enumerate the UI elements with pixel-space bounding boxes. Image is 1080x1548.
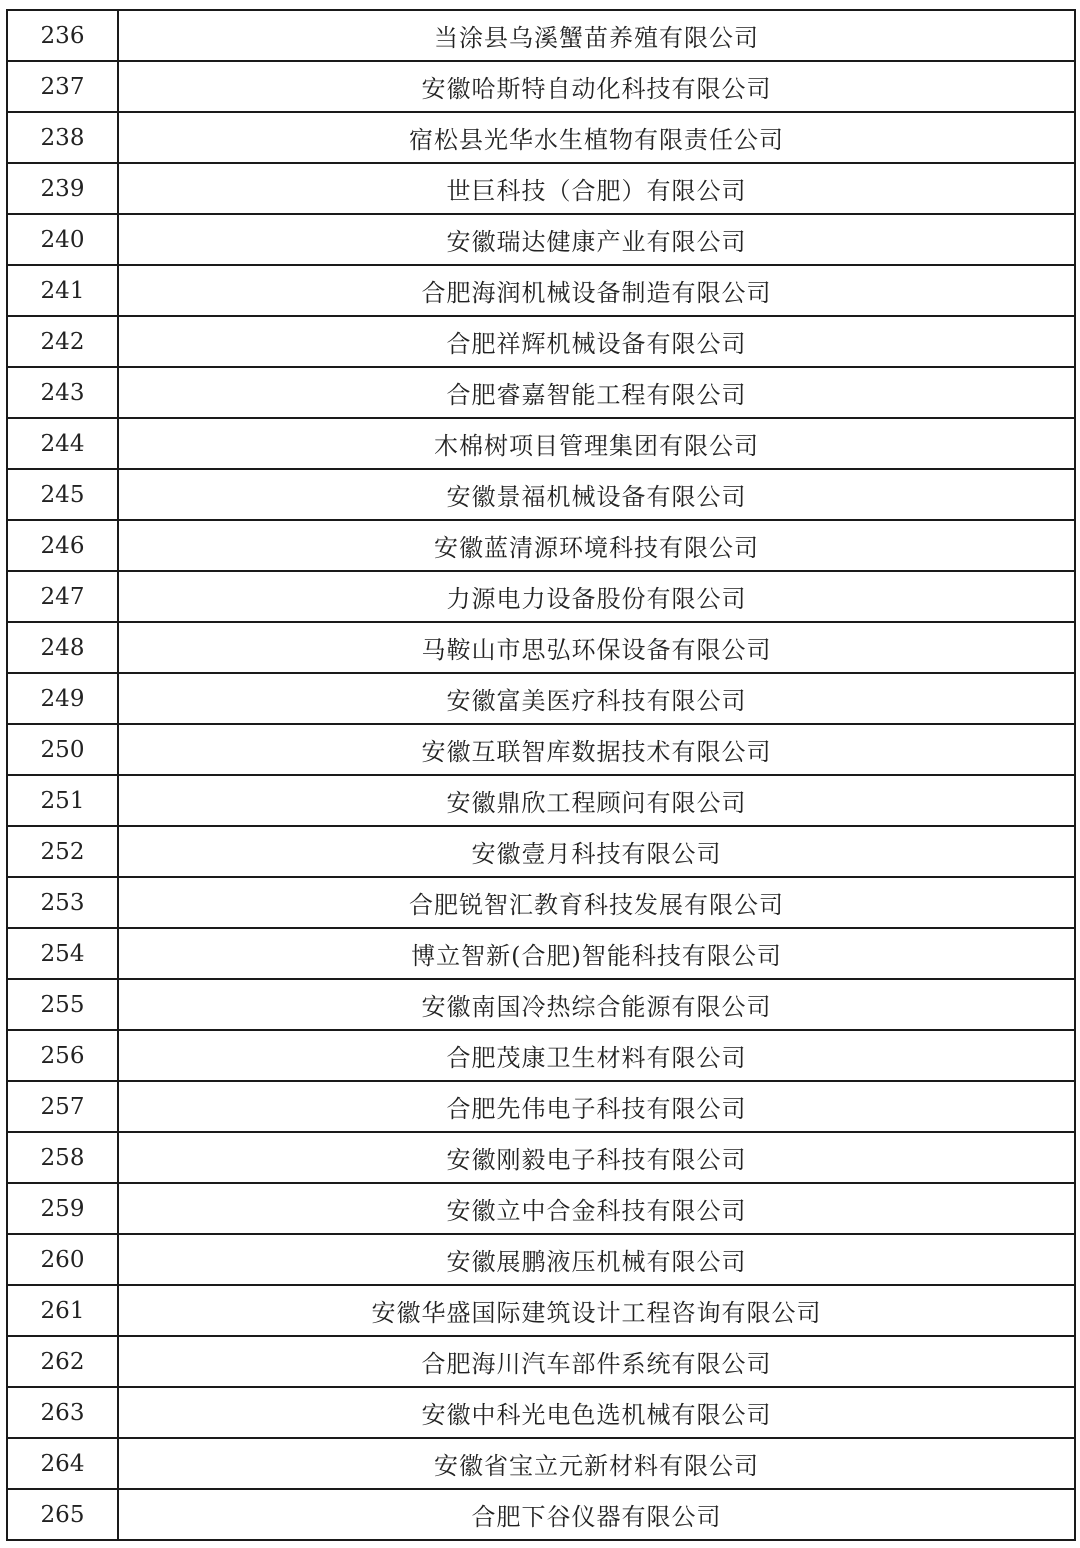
table-row (7, 112, 1075, 163)
table-row (7, 1438, 1075, 1489)
table-row (7, 1489, 1075, 1540)
company-name-cell: 安徽南国冷热综合能源有限公司 (118, 979, 1075, 1030)
company-name-cell: 力源电力设备股份有限公司 (118, 571, 1075, 622)
company-name-cell: 合肥锐智汇教育科技发展有限公司 (118, 877, 1075, 928)
company-list-body (7, 10, 1075, 1540)
company-name-cell: 合肥下谷仪器有限公司 (118, 1489, 1075, 1540)
company-name-cell: 安徽瑞达健康产业有限公司 (118, 214, 1075, 265)
row-number-cell: 249 (7, 673, 118, 724)
table-row (7, 571, 1075, 622)
company-name-cell: 博立智新(合肥)智能科技有限公司 (118, 928, 1075, 979)
table-row (7, 61, 1075, 112)
company-name-cell: 安徽中科光电色选机械有限公司 (118, 1387, 1075, 1438)
row-number-cell: 237 (7, 61, 118, 112)
row-number-cell: 259 (7, 1183, 118, 1234)
row-number-cell: 257 (7, 1081, 118, 1132)
table-row (7, 775, 1075, 826)
row-number-cell: 262 (7, 1336, 118, 1387)
company-name-cell: 安徽景福机械设备有限公司 (118, 469, 1075, 520)
company-name-cell: 合肥茂康卫生材料有限公司 (118, 1030, 1075, 1081)
company-name-cell: 合肥海川汽车部件系统有限公司 (118, 1336, 1075, 1387)
company-name-cell: 安徽立中合金科技有限公司 (118, 1183, 1075, 1234)
company-name-cell: 安徽富美医疗科技有限公司 (118, 673, 1075, 724)
company-name-cell: 安徽哈斯特自动化科技有限公司 (118, 61, 1075, 112)
row-number-cell: 251 (7, 775, 118, 826)
company-name-cell: 合肥海润机械设备制造有限公司 (118, 265, 1075, 316)
row-number-cell: 256 (7, 1030, 118, 1081)
company-name-cell: 世巨科技（合肥）有限公司 (118, 163, 1075, 214)
table-row (7, 265, 1075, 316)
row-number-cell: 245 (7, 469, 118, 520)
table-row (7, 520, 1075, 571)
row-number-cell: 239 (7, 163, 118, 214)
row-number-cell: 236 (7, 10, 118, 61)
company-name-cell: 安徽华盛国际建筑设计工程咨询有限公司 (118, 1285, 1075, 1336)
table-row (7, 469, 1075, 520)
table-row (7, 316, 1075, 367)
company-name-cell: 合肥祥辉机械设备有限公司 (118, 316, 1075, 367)
company-name-cell: 合肥先伟电子科技有限公司 (118, 1081, 1075, 1132)
table-row (7, 1132, 1075, 1183)
company-name-cell: 安徽省宝立元新材料有限公司 (118, 1438, 1075, 1489)
row-number-cell: 254 (7, 928, 118, 979)
table-row (7, 724, 1075, 775)
company-name-cell: 马鞍山市思弘环保设备有限公司 (118, 622, 1075, 673)
table-row (7, 214, 1075, 265)
company-name-cell: 安徽蓝清源环境科技有限公司 (118, 520, 1075, 571)
table-row (7, 673, 1075, 724)
table-row (7, 163, 1075, 214)
company-name-cell: 合肥睿嘉智能工程有限公司 (118, 367, 1075, 418)
table-row (7, 1030, 1075, 1081)
table-row (7, 1285, 1075, 1336)
row-number-cell: 264 (7, 1438, 118, 1489)
row-number-cell: 261 (7, 1285, 118, 1336)
row-number-cell: 238 (7, 112, 118, 163)
table-row (7, 418, 1075, 469)
row-number-cell: 248 (7, 622, 118, 673)
row-number-cell: 247 (7, 571, 118, 622)
row-number-cell: 242 (7, 316, 118, 367)
company-name-cell: 安徽壹月科技有限公司 (118, 826, 1075, 877)
table-row (7, 622, 1075, 673)
company-name-cell: 安徽展鹏液压机械有限公司 (118, 1234, 1075, 1285)
table-row (7, 979, 1075, 1030)
table-row (7, 1234, 1075, 1285)
table-row (7, 1081, 1075, 1132)
company-list-table (6, 9, 1076, 1541)
table-row (7, 928, 1075, 979)
table-row (7, 1336, 1075, 1387)
row-number-cell: 241 (7, 265, 118, 316)
row-number-cell: 265 (7, 1489, 118, 1540)
company-name-cell: 宿松县光华水生植物有限责任公司 (118, 112, 1075, 163)
row-number-cell: 243 (7, 367, 118, 418)
row-number-cell: 263 (7, 1387, 118, 1438)
table-row (7, 367, 1075, 418)
row-number-cell: 255 (7, 979, 118, 1030)
row-number-cell: 244 (7, 418, 118, 469)
row-number-cell: 258 (7, 1132, 118, 1183)
row-number-cell: 252 (7, 826, 118, 877)
company-name-cell: 当涂县乌溪蟹苗养殖有限公司 (118, 10, 1075, 61)
row-number-cell: 250 (7, 724, 118, 775)
row-number-cell: 253 (7, 877, 118, 928)
row-number-cell: 246 (7, 520, 118, 571)
table-row (7, 826, 1075, 877)
row-number-cell: 260 (7, 1234, 118, 1285)
company-name-cell: 安徽互联智库数据技术有限公司 (118, 724, 1075, 775)
table-row (7, 1183, 1075, 1234)
table-row (7, 1387, 1075, 1438)
company-name-cell: 安徽鼎欣工程顾问有限公司 (118, 775, 1075, 826)
company-name-cell: 安徽刚毅电子科技有限公司 (118, 1132, 1075, 1183)
table-row (7, 10, 1075, 61)
company-name-cell: 木棉树项目管理集团有限公司 (118, 418, 1075, 469)
table-row (7, 877, 1075, 928)
row-number-cell: 240 (7, 214, 118, 265)
